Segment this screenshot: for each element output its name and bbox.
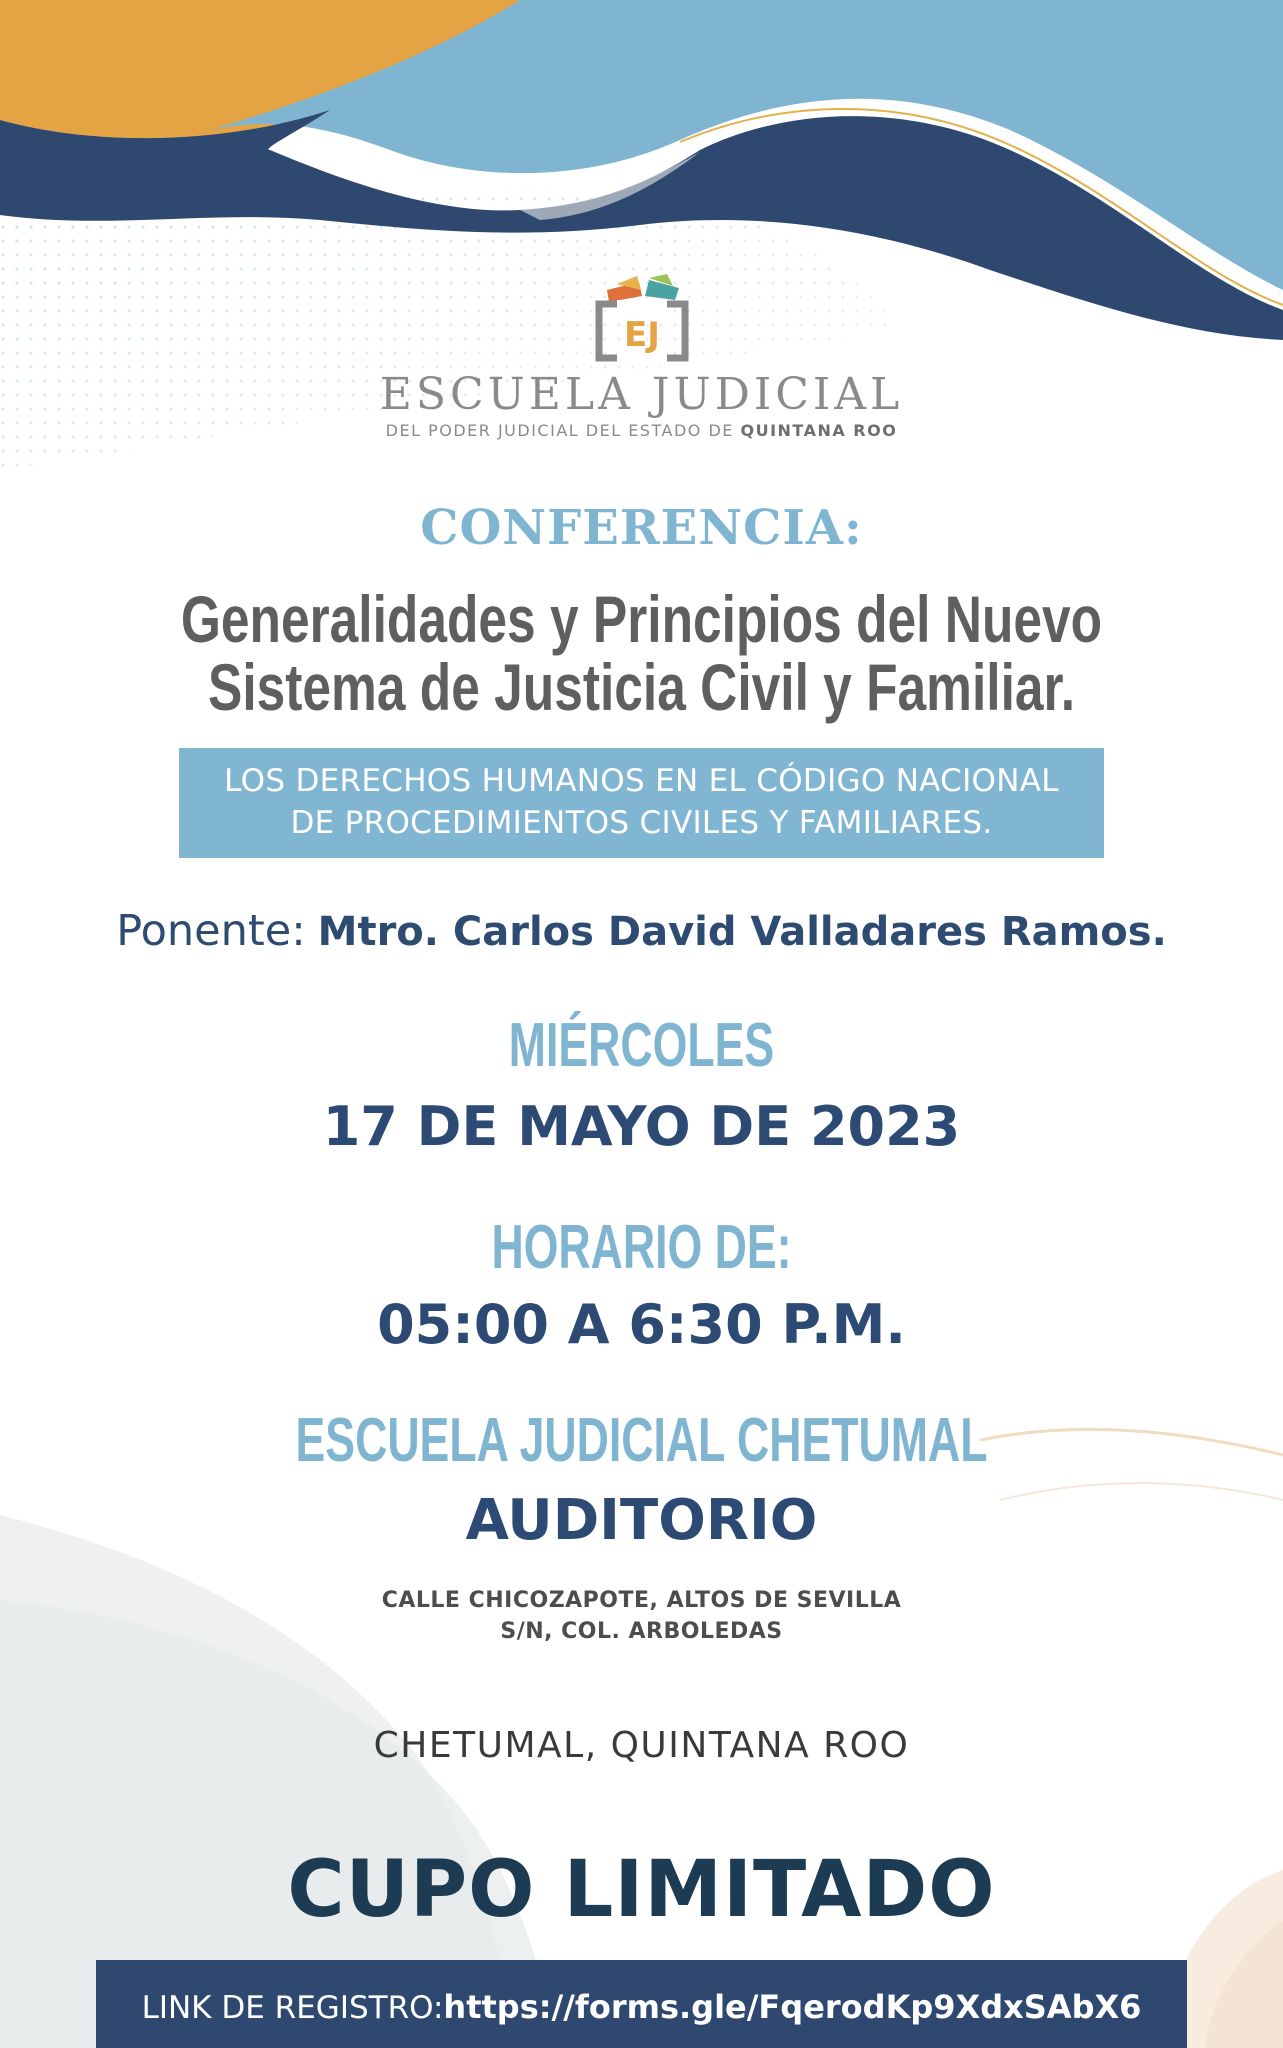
event-subtitle-line-1: LOS DERECHOS HUMANOS EN EL CÓDIGO NACIONAL xyxy=(224,763,1059,799)
hour-label: HORARIO DE: xyxy=(491,1213,792,1282)
venue-name: AUDITORIO xyxy=(465,1488,818,1553)
event-type-label: CONFERENCIA: xyxy=(420,500,863,556)
logo-title: ESCUELA JUDICIAL xyxy=(379,369,904,420)
address-line-2: S/N, COL. ARBOLEDAS xyxy=(500,1619,783,1644)
registration-label: LINK DE REGISTRO: xyxy=(141,1990,444,2026)
speaker xyxy=(0,906,1283,956)
city: CHETUMAL, QUINTANA ROO xyxy=(373,1725,910,1766)
day-label: MIÉRCOLES xyxy=(508,1011,775,1080)
venue-label: ESCUELA JUDICIAL CHETUMAL xyxy=(295,1406,988,1475)
capacity-notice: CUPO LIMITADO xyxy=(287,1845,996,1935)
address-line-1: CALLE CHICOZAPOTE, ALTOS DE SEVILLA xyxy=(381,1588,902,1613)
speaker-label: Ponente: xyxy=(116,906,306,956)
logo-subtitle-prefix: DEL PODER JUDICIAL DEL ESTADO DE xyxy=(385,421,734,440)
event-title-line-2: Sistema de Justicia Civil y Familiar. xyxy=(208,650,1075,724)
speaker-name: Mtro. Carlos David Valladares Ramos. xyxy=(317,909,1167,955)
event-hours: 05:00 A 6:30 P.M. xyxy=(377,1293,906,1356)
logo-mark-text: EJ xyxy=(623,315,660,355)
registration-link[interactable]: https://forms.gle/FqerodKp9XdxSAbX6 xyxy=(443,1988,1142,2026)
logo-subtitle xyxy=(0,420,1283,442)
logo xyxy=(0,268,1283,442)
event-subtitle-box xyxy=(179,748,1104,858)
registration-bar xyxy=(96,1960,1187,2048)
event-title-line-1: Generalidades y Principios del Nuevo xyxy=(180,582,1103,656)
logo-subtitle-state: QUINTANA ROO xyxy=(740,421,898,440)
open-book-logo-icon xyxy=(587,268,697,368)
event-date: 17 DE MAYO DE 2023 xyxy=(322,1095,961,1158)
event-title xyxy=(141,582,1142,724)
event-subtitle-line-2: DE PROCEDIMIENTOS CIVILES Y FAMILIARES. xyxy=(290,805,993,841)
